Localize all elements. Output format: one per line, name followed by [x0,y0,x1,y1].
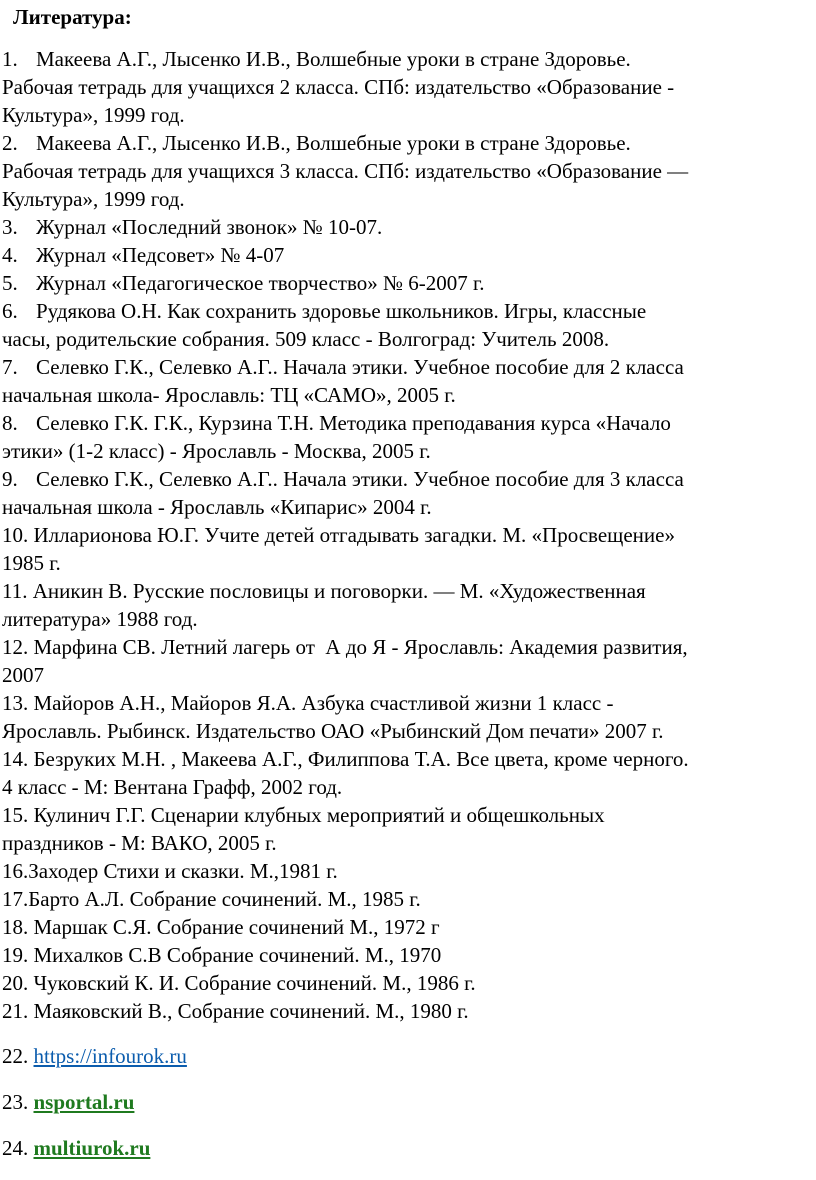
item-text: Кулинич Г.Г. Сценарии клубных мероприятий и общешкольных [33,803,605,827]
list-item [0,45,816,73]
item-text: Илларионова Ю.Г. Учите детей отгадывать загадки. М. «Просвещение» [33,523,675,547]
list-item [0,269,816,297]
list-item [0,633,816,661]
item-text-continued: праздников - М: ВАКО, 2005 г. [2,831,277,855]
item-number: 8. [2,411,18,435]
item-text-continued: 4 класс - М: Вентана Графф, 2002 год. [2,775,343,799]
list-item [0,241,816,269]
item-number: 9. [2,467,18,491]
item-text-continued: Культура», 1999 год. [2,187,185,211]
item-number: 17. [2,887,29,911]
item-number: 18. [2,915,29,939]
item-number: 24. [2,1136,29,1160]
item-number: 22. [2,1044,29,1068]
item-number: 23. [2,1090,29,1114]
item-text: Михалков С.В Собрание сочинений. М., 1970 [33,943,442,967]
list-item [0,745,816,773]
list-item [0,353,816,381]
nsportal-link[interactable]: nsportal.ru [33,1090,135,1114]
list-item [0,997,816,1025]
item-number: 19. [2,943,29,967]
item-number: 21. [2,999,29,1023]
item-text-continued: Культура», 1999 год. [2,103,185,127]
item-number: 2. [2,131,18,155]
list-item [0,941,816,969]
item-text: Барто А.Л. Собрание сочинений. М., 1985 г. [28,887,421,911]
item-number: 14. [2,747,29,771]
item-number: 4. [2,243,18,267]
list-item [0,885,816,913]
item-text: Майоров А.Н., Майоров Я.А. Азбука счастливой жизни 1 класс - [33,691,614,715]
item-text: Марфина СВ. Летний лагерь от А до Я - Ярославль: Академия развития, [33,635,688,659]
item-text: Безруких М.Н. , Макеева А.Г., Филиппова Т.А. Все цвета, кроме черного. [33,747,689,771]
item-text: Селевко Г.К. Г.К., Курзина Т.Н. Методика преподавания курса «Начало [36,411,671,435]
item-text: Селевко Г.К., Селевко А.Г.. Начала этики. Учебное пособие для 3 класса [36,467,684,491]
item-text-continued: Рабочая тетрадь для учащихся 2 класса. СПб: издательство «Образование - [2,75,675,99]
list-item [0,213,816,241]
list-item [0,1042,816,1088]
item-number: 16. [2,859,29,883]
list-item [0,1134,816,1180]
item-text: Макеева А.Г., Лысенко И.В., Волшебные уроки в стране Здоровье. [36,47,631,71]
link-list [0,1042,816,1180]
multiurok-link[interactable]: multiurok.ru [33,1136,151,1160]
list-item [0,297,816,325]
item-number: 6. [2,299,18,323]
reference-list [0,45,816,1025]
item-number: 13. [2,691,29,715]
item-text-continued: этики» (1-2 класс) - Ярославль - Москва, 2005 г. [2,439,431,463]
item-text-continued: часы, родительские собрания. 509 класс - Волгоград: Учитель 2008. [2,327,610,351]
item-text: Заходер Стихи и сказки. М.,1981 г. [28,859,338,883]
item-text-continued: начальная школа- Ярославль: ТЦ «САМО», 2005 г. [2,383,456,407]
item-text: Аникин В. Русские пословицы и поговорки. — М. «Художественная [32,579,646,603]
list-item [0,129,816,157]
list-item [0,409,816,437]
item-number: 12. [2,635,29,659]
item-text-continued: Ярославль. Рыбинск. Издательство ОАО «Рыбинский Дом печати» 2007 г. [2,719,664,743]
item-number: 3. [2,215,18,239]
item-text-continued: 1985 г. [2,551,61,575]
item-text: Макеева А.Г., Лысенко И.В., Волшебные уроки в стране Здоровье. [36,131,631,155]
list-item [0,577,816,605]
item-text-continued: начальная школа - Ярославль «Кипарис» 2004 г. [2,495,432,519]
item-number: 20. [2,971,29,995]
list-item [0,689,816,717]
item-text: Маяковский В., Собрание сочинений. М., 1980 г. [33,999,469,1023]
list-item [0,969,816,997]
list-item [0,465,816,493]
list-item [0,801,816,829]
item-text: Маршак С.Я. Собрание сочинений М., 1972 г [33,915,440,939]
item-text: Селевко Г.К., Селевко А.Г.. Начала этики. Учебное пособие для 2 класса [36,355,684,379]
item-number: 5. [2,271,18,295]
list-item [0,857,816,885]
item-text-continued: Рабочая тетрадь для учащихся 3 класса. СПб: издательство «Образование — [2,159,689,183]
item-text: Чуковский К. И. Собрание сочинений. М., 1986 г. [33,971,476,995]
list-item [0,1088,816,1134]
item-number: 15. [2,803,29,827]
item-number: 7. [2,355,18,379]
list-item [0,521,816,549]
item-text: Журнал «Педагогическое творчество» № 6-2007 г. [36,271,485,295]
item-text-continued: литература» 1988 год. [2,607,198,631]
item-text: Журнал «Последний звонок» № 10-07. [36,215,383,239]
list-item [0,913,816,941]
item-text: Рудякова О.Н. Как сохранить здоровье школьников. Игры, классные [36,299,647,323]
item-number: 1. [2,47,18,71]
infourok-link[interactable]: https://infourok.ru [33,1044,187,1068]
item-text: Журнал «Педсовет» № 4-07 [36,243,285,267]
item-number: 11. [2,579,28,603]
item-number: 10. [2,523,29,547]
item-text-continued: 2007 [2,663,44,687]
page-title: Литература: [13,5,132,29]
